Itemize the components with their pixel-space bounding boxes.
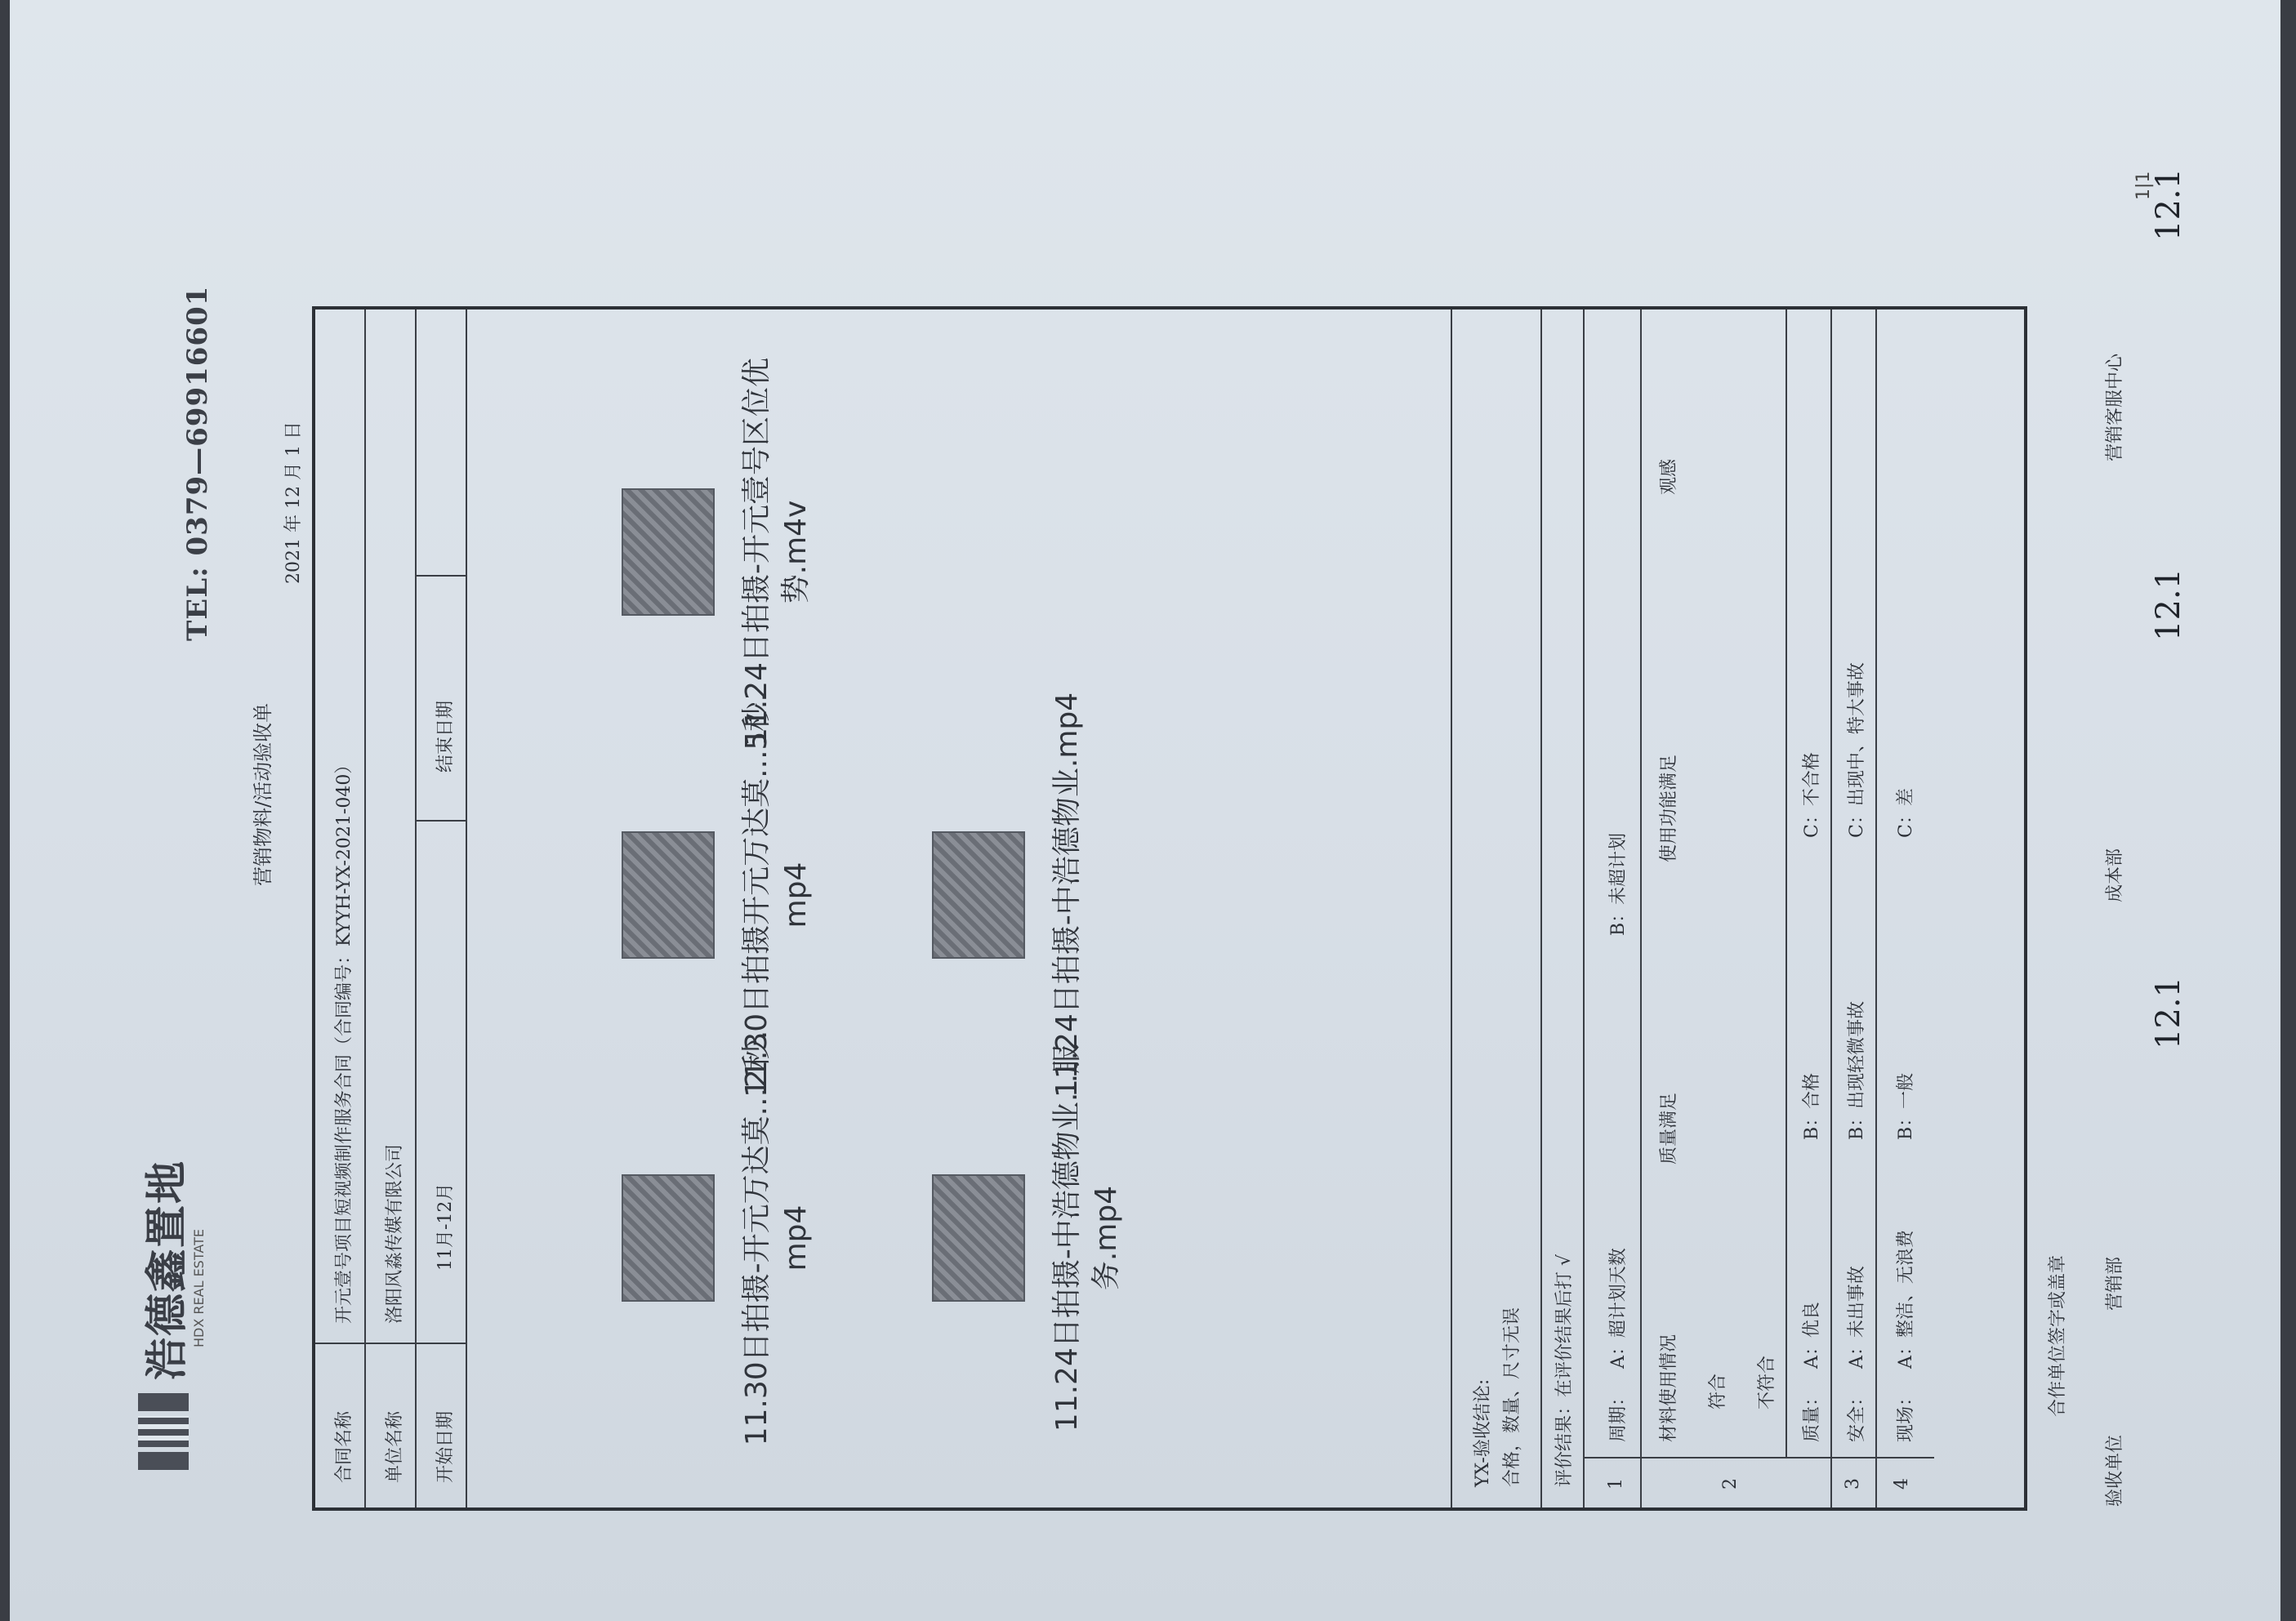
criterion-option: C：出现中、特大事故 <box>1847 662 1867 838</box>
signature-date: 12.1 <box>2150 167 2187 241</box>
dept-cost: 成本部 <box>2105 848 2125 902</box>
video-thumbnail <box>622 831 715 959</box>
file-list <box>548 310 1451 1507</box>
criterion-sub: 质量满足 <box>1659 1092 1679 1165</box>
criterion-option: B：一般 <box>1896 1072 1916 1140</box>
video-thumbnail <box>932 1174 1025 1302</box>
brand-subtitle: HDX REAL ESTATE <box>191 1229 207 1347</box>
file-item[interactable] <box>622 340 816 764</box>
criterion-no: 2 <box>1720 1478 1741 1490</box>
file-name: 11.24日拍摄-开元壹号区位优势.m4v <box>740 357 813 747</box>
row-unit-name <box>366 310 417 1507</box>
brand-logo <box>132 1159 207 1470</box>
page-number: 1|1 <box>2133 171 2154 200</box>
dept-marketing: 营销部 <box>2105 1256 2125 1311</box>
video-thumbnail <box>622 488 715 616</box>
contract-name-value: 开元壹号项目短视频制作服务合同（合同编号：KYYH-YX-2021-040） <box>334 755 354 1324</box>
criterion-option: A：未出事故 <box>1847 1266 1867 1369</box>
dept-service: 营销客服中心 <box>2105 353 2125 461</box>
criterion-option: C：不合格 <box>1802 752 1822 838</box>
criterion-sub: 使用功能满足 <box>1659 754 1679 862</box>
row-dates <box>417 310 467 1507</box>
row-contract-name <box>315 310 366 1507</box>
start-date-label: 开始日期 <box>435 1410 456 1483</box>
criterion-option: B：未超计划 <box>1608 832 1629 936</box>
form-title: 营销物料/活动验收单 <box>252 702 274 886</box>
criterion-option: A：优良 <box>1802 1302 1822 1369</box>
criterion-no: 4 <box>1892 1478 1912 1490</box>
acceptance-table <box>312 306 2027 1511</box>
criterion-label: 安全： <box>1847 1387 1867 1442</box>
conclusion-text: 合格，数量、尺寸无误 <box>1502 1307 1522 1487</box>
criterion-no: 3 <box>1843 1478 1863 1490</box>
logo-mark-icon <box>138 1393 189 1470</box>
end-date-label: 结束日期 <box>435 700 456 773</box>
video-thumbnail <box>932 831 1025 959</box>
criterion-option: C：差 <box>1896 788 1916 838</box>
criterion-label: 现场： <box>1896 1387 1916 1442</box>
criterion-option: A：超计划天数 <box>1608 1248 1629 1369</box>
file-name: 11.30日拍摄-开元万达莫...2秒.mp4 <box>740 1030 813 1446</box>
video-thumbnail <box>622 1174 715 1302</box>
brand-name: 浩德鑫置地 <box>143 1159 192 1380</box>
start-date-value: 11月-12月 <box>435 1182 456 1271</box>
criterion-sub: 观感 <box>1659 458 1679 495</box>
telephone: TEL: 0379—69916601 <box>181 285 214 641</box>
conclusion-heading: YX-验收结论: <box>1473 1378 1493 1487</box>
criterion-fail: 不符合 <box>1757 1355 1777 1409</box>
signature-title: 合作单位签字或盖章 <box>2048 1254 2068 1417</box>
unit-name-value: 洛阳风淼传媒有限公司 <box>385 1143 405 1324</box>
eval-note: 评价结果：在评价结果后打 √ <box>1554 1254 1575 1487</box>
document-rotated <box>10 0 2296 1621</box>
criterion-option: A：整洁、无浪费 <box>1896 1230 1916 1369</box>
file-name: 11.24日拍摄-中浩德物业.mp4 <box>1050 692 1084 1098</box>
criterion-pass: 符合 <box>1708 1373 1728 1409</box>
criterion-option: B：合格 <box>1802 1072 1822 1140</box>
file-name: 11.30日拍摄开元万达莫...5秒.mp4 <box>740 692 813 1098</box>
criterion-option: B：出现轻微事故 <box>1847 1000 1867 1140</box>
criterion-label: 材料使用情况 <box>1659 1334 1679 1442</box>
criterion-label: 周期： <box>1608 1387 1629 1442</box>
file-item[interactable] <box>932 683 1087 1107</box>
contract-name-label: 合同名称 <box>334 1410 354 1483</box>
acceptance-unit-label: 验收单位 <box>2105 1434 2125 1507</box>
criterion-no: 1 <box>1606 1478 1626 1490</box>
scanned-paper <box>10 0 2280 1621</box>
signature-date: 12.1 <box>2150 568 2187 641</box>
form-date: 2021 年 12 月 1 日 <box>283 421 304 584</box>
unit-name-label: 单位名称 <box>385 1410 405 1483</box>
criterion-label: 质量： <box>1802 1387 1822 1442</box>
signature-date: 12.1 <box>2150 976 2187 1049</box>
file-name: 11.24日拍摄-中浩德物业...服务.mp4 <box>1050 1044 1123 1432</box>
